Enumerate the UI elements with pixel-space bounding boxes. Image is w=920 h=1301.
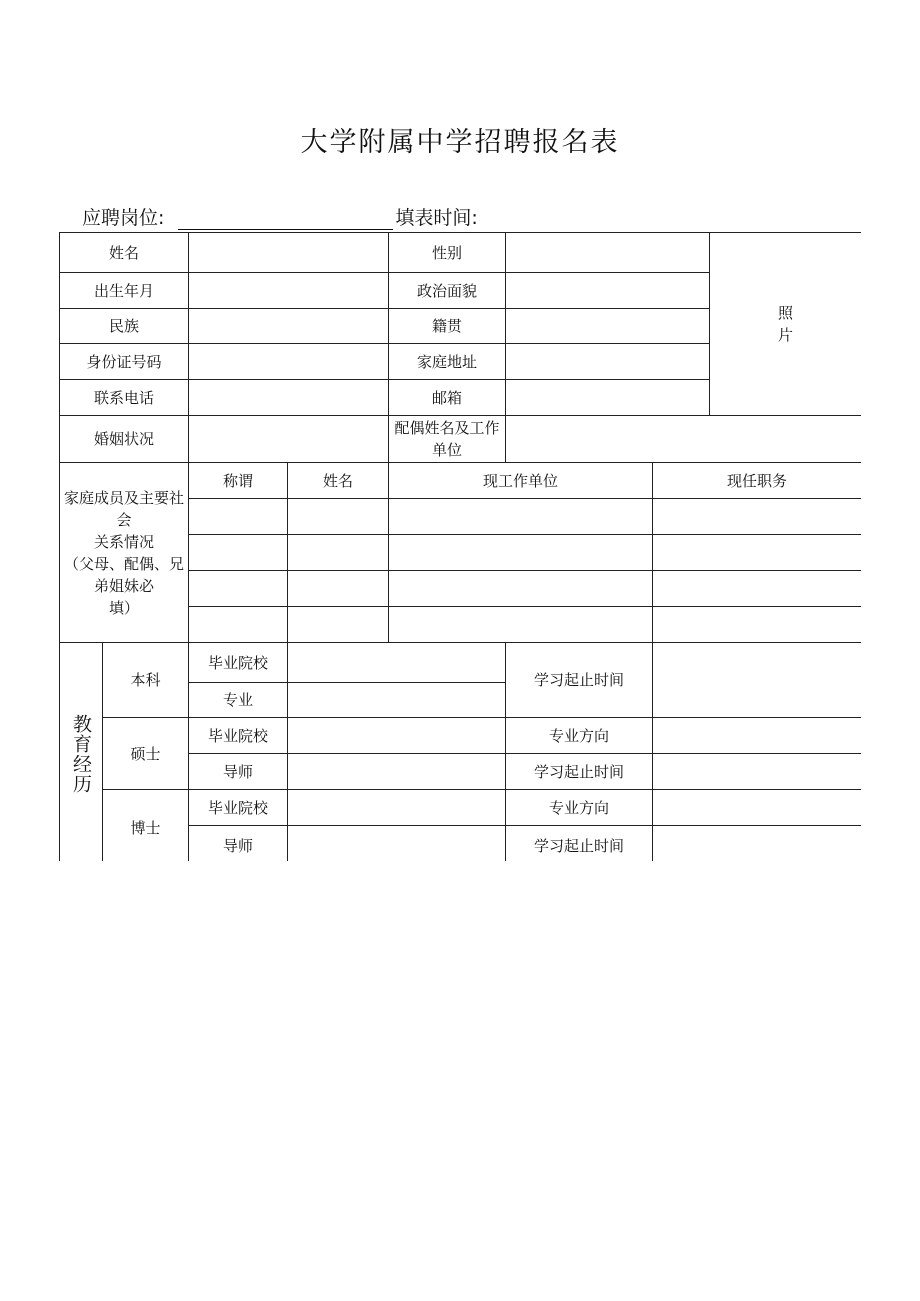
family-col-relation: 称谓 (189, 463, 288, 499)
master-level: 硕士 (103, 718, 189, 790)
fill-date-label: 填表时间: (395, 207, 478, 229)
bachelor-period-field[interactable] (653, 643, 861, 718)
doctor-period-label: 学习起止时间 (506, 826, 653, 862)
photo-box[interactable] (710, 233, 861, 416)
master-direction-field[interactable] (653, 718, 861, 754)
position-field[interactable] (178, 207, 393, 230)
gender-label: 性别 (389, 233, 506, 273)
form-header (82, 203, 478, 230)
name-label: 姓名 (60, 233, 189, 273)
doctor-period-field[interactable] (653, 826, 861, 862)
family-col-position: 现任职务 (653, 463, 861, 499)
native-label: 籍贯 (389, 309, 506, 344)
family-workplace-field[interactable] (389, 607, 653, 643)
doctor-school-field[interactable] (288, 790, 506, 826)
bachelor-school-field[interactable] (288, 643, 506, 683)
marital-field[interactable] (189, 416, 389, 463)
political-field[interactable] (506, 273, 710, 309)
education-label: 教育经历 (60, 643, 103, 862)
family-relation-field[interactable] (189, 499, 288, 535)
doctor-direction-field[interactable] (653, 790, 861, 826)
ethnic-field[interactable] (189, 309, 389, 344)
email-field[interactable] (506, 380, 710, 416)
bachelor-period-label: 学习起止时间 (506, 643, 653, 718)
family-relation-field[interactable] (189, 571, 288, 607)
family-workplace-field[interactable] (389, 571, 653, 607)
position-label: 应聘岗位: (82, 207, 165, 229)
family-position-field[interactable] (653, 607, 861, 643)
name-field[interactable] (189, 233, 389, 273)
family-col-workplace: 现工作单位 (389, 463, 653, 499)
doctor-level: 博士 (103, 790, 189, 862)
bachelor-major-field[interactable] (288, 683, 506, 718)
master-school-label: 毕业院校 (189, 718, 288, 754)
form-table (59, 232, 861, 861)
family-workplace-field[interactable] (389, 535, 653, 571)
family-label: 家庭成员及主要社会 关系情况 （父母、配偶、兄弟姐妹必 填） (60, 463, 189, 643)
form-title: 大学附属中学招聘报名表 (300, 127, 620, 158)
id-number-label: 身份证号码 (60, 344, 189, 380)
doctor-school-label: 毕业院校 (189, 790, 288, 826)
email-label: 邮箱 (389, 380, 506, 416)
master-school-field[interactable] (288, 718, 506, 754)
doctor-advisor-field[interactable] (288, 826, 506, 862)
spouse-field[interactable] (506, 416, 861, 463)
family-relation-field[interactable] (189, 535, 288, 571)
master-period-label: 学习起止时间 (506, 754, 653, 790)
doctor-direction-label: 专业方向 (506, 790, 653, 826)
family-workplace-field[interactable] (389, 499, 653, 535)
bachelor-school-label: 毕业院校 (189, 643, 288, 683)
id-number-field[interactable] (189, 344, 389, 380)
family-name-field[interactable] (288, 499, 389, 535)
native-field[interactable] (506, 309, 710, 344)
political-label: 政治面貌 (389, 273, 506, 309)
address-field[interactable] (506, 344, 710, 380)
bachelor-level: 本科 (103, 643, 189, 718)
family-relation-field[interactable] (189, 607, 288, 643)
bachelor-major-label: 专业 (189, 683, 288, 718)
address-label: 家庭地址 (389, 344, 506, 380)
master-advisor-field[interactable] (288, 754, 506, 790)
family-position-field[interactable] (653, 571, 861, 607)
gender-field[interactable] (506, 233, 710, 273)
family-position-field[interactable] (653, 499, 861, 535)
family-name-field[interactable] (288, 571, 389, 607)
photo-label: 照 片 (778, 304, 794, 344)
family-name-field[interactable] (288, 607, 389, 643)
family-name-field[interactable] (288, 535, 389, 571)
application-form (59, 232, 861, 861)
phone-field[interactable] (189, 380, 389, 416)
master-period-field[interactable] (653, 754, 861, 790)
doctor-advisor-label: 导师 (189, 826, 288, 862)
ethnic-label: 民族 (60, 309, 189, 344)
family-col-name: 姓名 (288, 463, 389, 499)
birth-label: 出生年月 (60, 273, 189, 309)
family-position-field[interactable] (653, 535, 861, 571)
master-advisor-label: 导师 (189, 754, 288, 790)
marital-label: 婚姻状况 (60, 416, 189, 463)
master-direction-label: 专业方向 (506, 718, 653, 754)
birth-field[interactable] (189, 273, 389, 309)
spouse-label: 配偶姓名及工作单位 (389, 416, 506, 463)
phone-label: 联系电话 (60, 380, 189, 416)
